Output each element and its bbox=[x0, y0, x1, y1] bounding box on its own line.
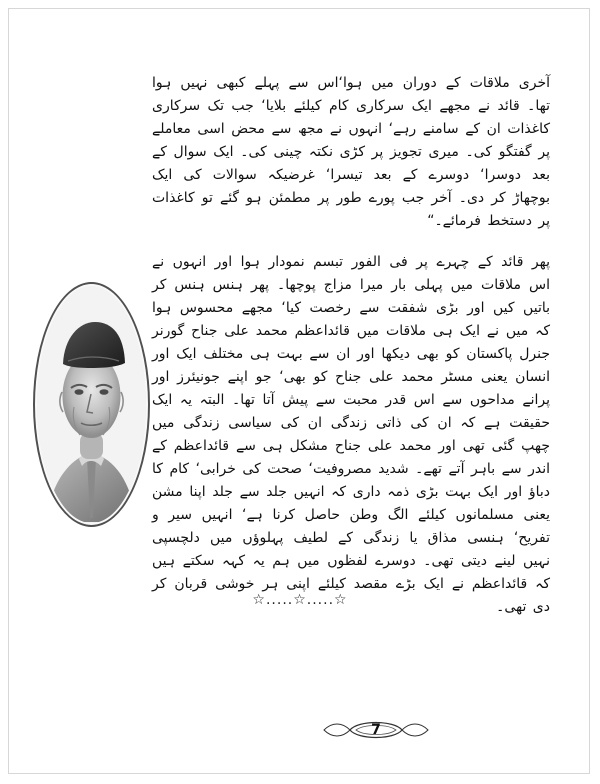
portrait-illustration bbox=[37, 286, 146, 523]
paragraph-2: پھر قائد کے چہرے پر فی الفور تبسم نمودار ہوا اور انہوں نے اس ملاقات میں پہلی بار میرا مزاج پوچھا۔ پھر ہنس ہنس کر باتیں کیں اور بڑی شفقت سے رخصت کیا‘ مجھے محسوس ہوا کہ میں نے ایک ہی ملاقات میں قائداعظم محمد علی جناح گورنر جنرل پاکستان کو بھی دیکھا اور ان سے بہت ہی مختلف ایک اور انسان یعنی مسٹر محمد علی جناح کو بھی‘ جو اپنے جونیئرز اور پرانے مداحوں سے اس قدر محبت سے پیش آتا تھا۔ البتہ یہ ایک حقیقت ہے کہ ان کی ذاتی زندگی ان کی سیاسی زندگی میں چھپ گئی تھی اور محمد علی جناح مشکل ہی سے قائداعظم کے اندر سے باہر آتے تھے۔ شدید مصروفیت‘ صحت کی خرابی‘ کام کا دباؤ اور ایک بہت بڑی ذمہ داری کہ انہیں جلد سے جلد اپنا مشن یعنی مسلمانوں کیلئے الگ وطن حاصل کرنا ہے‘ انہیں سیر و تفریح‘ ہنسی مذاق یا زندگی کے لطیف پہلوؤں میں دلچسپی نہیں لینے دیتی تھی۔ دوسرے لفظوں میں ہم یہ کہہ سکتے ہیں کہ قائداعظم نے ایک بڑے مقصد کیلئے اپنی ہر خوشی قربان کر دی تھی۔ bbox=[152, 254, 550, 615]
portrait-image bbox=[37, 286, 146, 523]
page-number-badge bbox=[320, 718, 432, 742]
text-block bbox=[152, 72, 550, 629]
portrait-frame bbox=[33, 282, 150, 527]
page-number: 7 bbox=[371, 722, 381, 738]
section-divider-ornament: ☆.....☆.....☆ bbox=[252, 592, 348, 608]
paragraph-1: آخری ملاقات کے دوران میں ہوا‘اس سے پہلے کبھی نہیں ہوا تھا۔ قائد نے مجھے ایک سرکاری کام کیلئے بلایا‘ جب تک سرکاری کاغذات ان کے سامنے رہے‘ انہوں نے مجھ سے محض اسی معاملے پر گفتگو کی۔ میری تجویز پر کڑی نکتہ چینی کی۔ ایک سوال کے بعد دوسرا‘ دوسرے کے بعد تیسرا‘ غرضیکہ سوالات کی ایک بوچھاڑ کر دی۔ آخر جب پورے طور پر مطمئن ہو گئے تو کاغذات پر دستخط فرمائے۔“ bbox=[152, 75, 550, 229]
